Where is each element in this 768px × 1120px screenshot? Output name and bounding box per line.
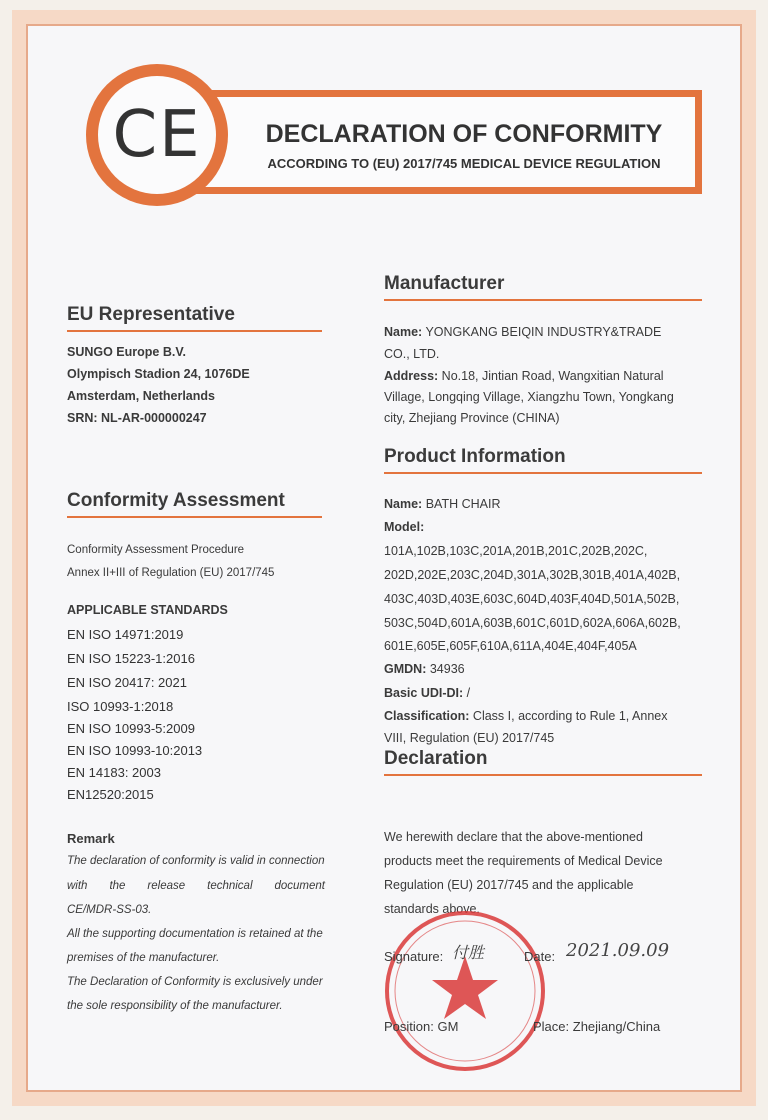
model-line: 101A,102B,103C,201A,201B,201C,202B,202C, — [384, 544, 648, 558]
date-value: 2021.09.09 — [566, 940, 670, 961]
model-label: Model: — [384, 520, 425, 534]
remark-line: CE/MDR-SS-03. — [67, 904, 152, 916]
basic-udi-di: Basic UDI-DI: / — [384, 686, 471, 700]
model-line: 601E,605E,605F,610A,611A,404E,404F,405A — [384, 639, 637, 653]
eu-rep-line: SRN: NL-AR-000000247 — [67, 411, 207, 425]
divider — [67, 516, 322, 518]
remark-line: premises of the manufacturer. — [67, 952, 220, 964]
divider — [384, 774, 702, 776]
standard-item: ISO 10993-1:2018 — [67, 699, 174, 714]
standard-item: EN 14183: 2003 — [67, 765, 161, 780]
eu-rep-line: Amsterdam, Netherlands — [67, 389, 215, 403]
manufacturer-address-line: Village, Longqing Village, Xiangzhu Town, Yongkang — [384, 390, 674, 404]
divider — [384, 299, 702, 301]
manufacturer-address: Address: No.18, Jintian Road, Wangxitian Natural — [384, 369, 664, 383]
gmdn: GMDN: 34936 — [384, 662, 465, 676]
company-seal-stamp — [380, 906, 550, 1076]
declaration-line: products meet the requirements of Medical Device — [384, 854, 663, 868]
ce-mark-logo: CE — [112, 98, 202, 172]
model-line: 202D,202E,203C,204D,301A,302B,301B,401A,402B, — [384, 568, 681, 582]
standard-item: EN ISO 20417: 2021 — [67, 675, 187, 690]
remark-line: with the release technical document — [67, 880, 325, 892]
declaration-line: Regulation (EU) 2017/745 and the applicable — [384, 878, 634, 892]
declaration-heading: Declaration — [384, 748, 488, 769]
page-subtitle: ACCORDING TO (EU) 2017/745 MEDICAL DEVICE REGULATION — [267, 156, 661, 171]
declaration-line: We herewith declare that the above-mentioned — [384, 830, 643, 844]
date-label: Date: — [524, 949, 556, 964]
standard-item: EN ISO 15223-1:2016 — [67, 651, 195, 666]
procedure-line: Annex II+III of Regulation (EU) 2017/745 — [67, 567, 275, 579]
remark-line: All the supporting documentation is retained at the — [67, 928, 323, 940]
page-title: DECLARATION OF CONFORMITY — [265, 120, 663, 148]
divider — [384, 472, 702, 474]
eu-rep-line: Olympisch Stadion 24, 1076DE — [67, 367, 250, 381]
procedure-line: Conformity Assessment Procedure — [67, 544, 245, 556]
product-information-heading: Product Information — [384, 446, 566, 467]
position-field: Position: GM — [384, 1019, 459, 1034]
divider — [67, 330, 322, 332]
signature-label: Signature: — [384, 949, 444, 964]
eu-rep-line: SUNGO Europe B.V. — [67, 345, 187, 359]
manufacturer-heading: Manufacturer — [384, 273, 505, 294]
declaration-line: standards above. — [384, 902, 480, 916]
standard-item: EN12520:2015 — [67, 787, 154, 802]
remark-line: the sole responsibility of the manufacturer. — [67, 1000, 283, 1012]
standards-heading: APPLICABLE STANDARDS — [67, 603, 228, 617]
manufacturer-name: Name: YONGKANG BEIQIN INDUSTRY&TRADE — [384, 325, 662, 339]
manufacturer-name-cont: CO., LTD. — [384, 347, 440, 361]
standard-item: EN ISO 14971:2019 — [67, 627, 184, 642]
place-field: Place: Zhejiang/China — [533, 1019, 661, 1034]
model-line: 503C,504D,601A,603B,601C,601D,602A,606A,602B, — [384, 616, 681, 630]
eu-representative-heading: EU Representative — [67, 304, 235, 325]
conformity-assessment-heading: Conformity Assessment — [67, 490, 285, 511]
remark-line: The declaration of conformity is valid in connection — [67, 855, 325, 867]
remark-heading: Remark — [67, 831, 115, 846]
remark-line: The Declaration of Conformity is exclusively under — [67, 976, 323, 988]
model-line: 403C,403D,403E,603C,604D,403F,404D,501A,502B, — [384, 592, 680, 606]
product-name: Name: BATH CHAIR — [384, 497, 501, 511]
classification-line: VIII, Regulation (EU) 2017/745 — [384, 731, 555, 745]
classification: Classification: Class I, according to Rule 1, Annex — [384, 709, 668, 723]
standard-item: EN ISO 10993-10:2013 — [67, 743, 203, 758]
signature-value: 付胜 — [452, 943, 485, 962]
standard-item: EN ISO 10993-5:2009 — [67, 721, 195, 736]
manufacturer-address-line: city, Zhejiang Province (CHINA) — [384, 411, 560, 425]
